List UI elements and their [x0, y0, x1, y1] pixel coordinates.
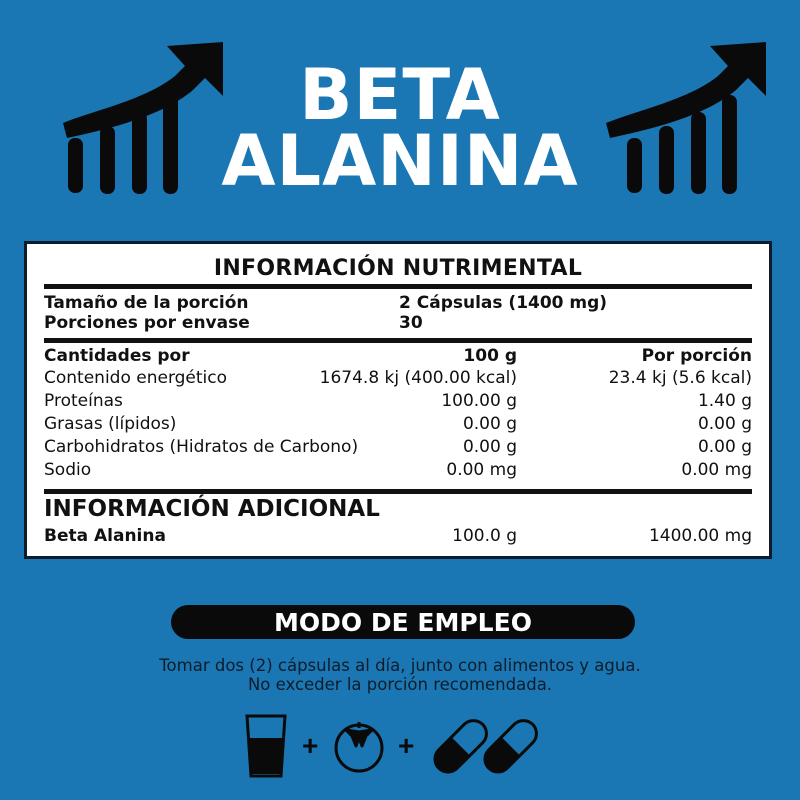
col-label: Cantidades por — [44, 346, 190, 366]
row-per-100: 0.00 g — [462, 437, 517, 457]
table-row — [44, 525, 752, 547]
row-per-serving: 0.00 mg — [681, 460, 752, 480]
row-per-serving: 1400.00 mg — [648, 526, 752, 546]
row-label: Sodio — [44, 460, 92, 480]
table-row — [44, 436, 752, 458]
usage-icons — [0, 708, 800, 788]
divider — [44, 284, 752, 289]
row-label: Carbohidratos (Hidratos de Carbono) — [44, 437, 359, 457]
divider — [44, 489, 752, 494]
table-row — [44, 390, 752, 412]
title-line-1: BETA — [299, 54, 501, 136]
serving-size-value: 2 Cápsulas (1400 mg) — [399, 293, 608, 313]
additional-info-title: INFORMACIÓN ADICIONAL — [44, 496, 380, 522]
row-per-100: 100.0 g — [452, 526, 517, 546]
row-label: Grasas (lípidos) — [44, 414, 177, 434]
row-per-serving: 0.00 g — [697, 414, 752, 434]
row-per-100: 0.00 mg — [446, 460, 517, 480]
usage-instructions — [0, 656, 800, 694]
table-row — [44, 413, 752, 435]
servings-value: 30 — [399, 313, 423, 333]
page-title — [0, 54, 800, 202]
col-per-100: 100 g — [463, 346, 517, 366]
divider — [44, 338, 752, 343]
title-line-2: ALANINA — [221, 120, 579, 202]
plus-icon: + — [398, 730, 415, 761]
capsules-icon — [428, 710, 548, 784]
plus-icon: + — [302, 730, 319, 761]
tomato-icon — [332, 718, 386, 774]
instruction-line-1: Tomar dos (2) cápsulas al día, junto con alimentos y agua. — [159, 656, 641, 675]
usage-title-badge: MODO DE EMPLEO — [171, 605, 635, 639]
row-per-100: 1674.8 kj (400.00 kcal) — [319, 368, 517, 388]
row-label: Contenido energético — [44, 368, 228, 388]
row-label: Proteínas — [44, 391, 123, 411]
row-per-100: 100.00 g — [441, 391, 517, 411]
row-per-100: 0.00 g — [462, 414, 517, 434]
row-per-serving: 23.4 kj (5.6 kcal) — [608, 368, 752, 388]
nutrition-title: INFORMACIÓN NUTRIMENTAL — [213, 256, 583, 281]
servings-per-container-row — [44, 312, 752, 334]
water-glass-icon — [244, 712, 288, 780]
serving-size-label: Tamaño de la porción — [44, 293, 249, 313]
instruction-line-2: No exceder la porción recomendada. — [247, 675, 553, 694]
columns-header-row — [44, 345, 752, 367]
serving-size-row — [44, 292, 752, 314]
servings-label: Porciones por envase — [44, 313, 250, 333]
nutrition-facts-panel — [24, 241, 772, 559]
row-per-serving: 0.00 g — [697, 437, 752, 457]
table-row — [44, 367, 752, 389]
table-row — [44, 459, 752, 481]
row-per-serving: 1.40 g — [697, 391, 752, 411]
row-label: Beta Alanina — [44, 526, 166, 546]
col-per-serving: Por porción — [641, 346, 752, 366]
